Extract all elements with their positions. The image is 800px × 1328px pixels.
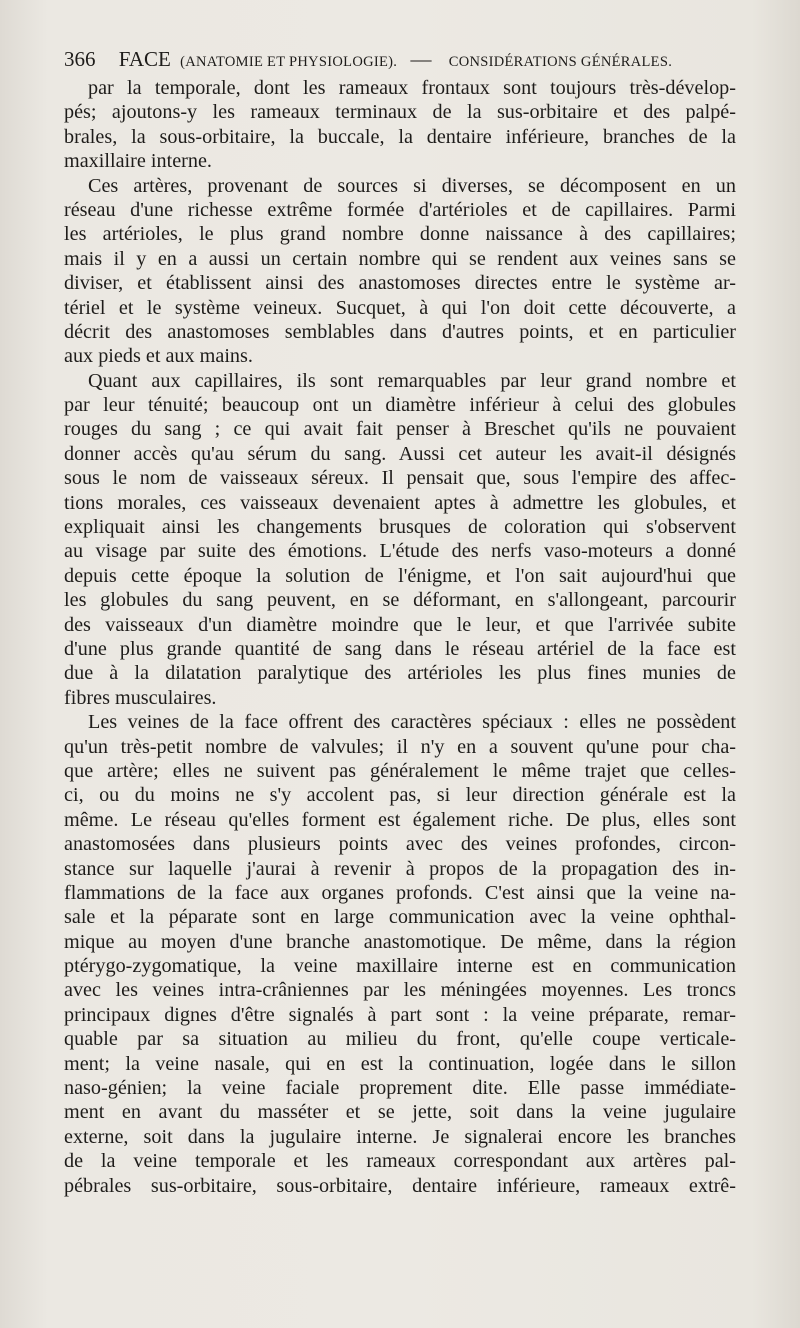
text-line: pés; ajoutons-y les rameaux terminaux de la sus-orbitaire et des palpé-: [64, 101, 736, 124]
text-line: due à la dilatation paralytique des artérioles les plus fines munies de: [64, 662, 736, 685]
paragraph: [64, 710, 736, 1198]
text-line: des vaisseaux d'un diamètre moindre que le leur, et que l'arrivée subite: [64, 613, 736, 636]
body-text: [64, 76, 736, 1198]
text-line: sale et la péparate sont en large communication avec la veine ophthal-: [64, 906, 736, 929]
header-dash: —: [410, 47, 432, 71]
text-line: diviser, et établissent ainsi des anastomoses directes entre le système ar-: [64, 272, 736, 295]
text-line: les globules du sang peuvent, en se déformant, en s'allongeant, parcourir: [64, 589, 736, 612]
paragraph: [64, 76, 736, 174]
text-line: ment en avant du masséter et se jette, soit dans la veine jugulaire: [64, 1101, 736, 1124]
paragraph: [64, 174, 736, 369]
text-line: ci, ou du moins ne s'y accolent pas, si leur direction générale est la: [64, 784, 736, 807]
text-line: décrit des anastomoses semblables dans d'autres points, et en particulier: [64, 320, 736, 343]
text-line: mais il y en a aussi un certain nombre qui se rendent aux veines sans se: [64, 247, 736, 270]
text-line: par la temporale, dont les rameaux frontaux sont toujours très-dévelop-: [88, 77, 736, 99]
text-line: sous le nom de vaisseaux séreux. Il pensait que, sous l'empire des affec-: [64, 467, 736, 490]
page-number: 366: [64, 47, 96, 71]
running-title: FACE: [118, 47, 171, 71]
text-line: que artère; elles ne suivent pas généralement le même trajet que celles-: [64, 759, 736, 782]
text-line: réseau d'une richesse extrême formée d'artérioles et de capillaires. Parmi: [64, 198, 736, 221]
text-line: au visage par suite des émotions. L'étude des nerfs vaso-moteurs a donné: [64, 540, 736, 563]
text-line: ptérygo-zygomatique, la veine maxillaire interne est en communication: [64, 955, 736, 978]
running-subtitle: (ANATOMIE ET PHYSIOLOGIE).: [180, 54, 398, 70]
text-line: ment; la veine nasale, qui en est la continuation, logée dans le sillon: [64, 1052, 736, 1075]
text-line: par leur ténuité; beaucoup ont un diamètre inférieur à celui des globules: [64, 394, 736, 417]
text-line: Les veines de la face offrent des caractères spéciaux : elles ne possèdent: [88, 711, 736, 734]
text-line: brales, la sous-orbitaire, la buccale, la dentaire inférieure, branches de la: [64, 125, 736, 148]
running-header: [64, 44, 744, 74]
text-line: fibres musculaires.: [64, 686, 217, 709]
text-line: Ces artères, provenant de sources si diverses, se décomposent en un: [88, 174, 736, 197]
text-line: de la veine temporale et les rameaux correspondant aux artères pal-: [64, 1150, 736, 1173]
text-line: d'une plus grande quantité de sang dans le réseau artériel de la face est: [64, 637, 736, 660]
text-line: principaux dignes d'être signalés à part sont : la veine préparate, remar-: [64, 1003, 736, 1026]
text-line: tions morales, ces vaisseaux devenaient aptes à admettre les globules, et: [64, 491, 736, 514]
text-line: qu'un très-petit nombre de valvules; il n'y en a souvent qu'une pour cha-: [64, 735, 736, 758]
text-line: stance sur laquelle j'aurai à revenir à propos de la propagation des in-: [64, 857, 736, 880]
text-line: expliquait ainsi les changements brusques de coloration qui s'observent: [64, 516, 736, 539]
text-line: même. Le réseau qu'elles forment est également riche. De plus, elles sont: [64, 808, 736, 831]
text-line: depuis cette époque la solution de l'énigme, et l'on sait aujourd'hui que: [64, 564, 736, 587]
paragraph: [64, 369, 736, 710]
text-line: avec les veines intra-crâniennes par les méningées moyennes. Les troncs: [64, 979, 736, 1002]
text-line: pébrales sus-orbitaire, sous-orbitaire, dentaire inférieure, rameaux extrê-: [64, 1174, 736, 1197]
text-line: maxillaire interne.: [64, 150, 212, 173]
text-line: anastomosées dans plusieurs points avec des veines profondes, circon-: [64, 833, 736, 856]
text-line: aux pieds et aux mains.: [64, 345, 253, 368]
text-line: les artérioles, le plus grand nombre donne naissance à des capillaires;: [64, 223, 736, 246]
text-line: mique au moyen d'une branche anastomotique. De même, dans la région: [64, 930, 736, 953]
running-section: CONSIDÉRATIONS GÉNÉRALES.: [448, 54, 673, 70]
text-line: flammations de la face aux organes profonds. C'est ainsi que la veine na-: [64, 881, 736, 904]
text-line: tériel et le système veineux. Sucquet, à qui l'on doit cette découverte, a: [64, 296, 736, 319]
text-line: rouges du sang ; ce qui avait fait penser à Breschet qu'ils ne pouvaient: [64, 418, 736, 441]
text-line: donner accès qu'au sérum du sang. Aussi cet auteur les avait-il désignés: [64, 442, 736, 465]
text-line: quable par sa situation au milieu du front, qu'elle coupe verticale-: [64, 1028, 736, 1051]
text-line: naso-génien; la veine faciale proprement dite. Elle passe immédiate-: [64, 1077, 736, 1100]
text-line: externe, soit dans la jugulaire interne. Je signalerai encore les branches: [64, 1125, 736, 1148]
text-line: Quant aux capillaires, ils sont remarquables par leur grand nombre et: [88, 369, 736, 392]
